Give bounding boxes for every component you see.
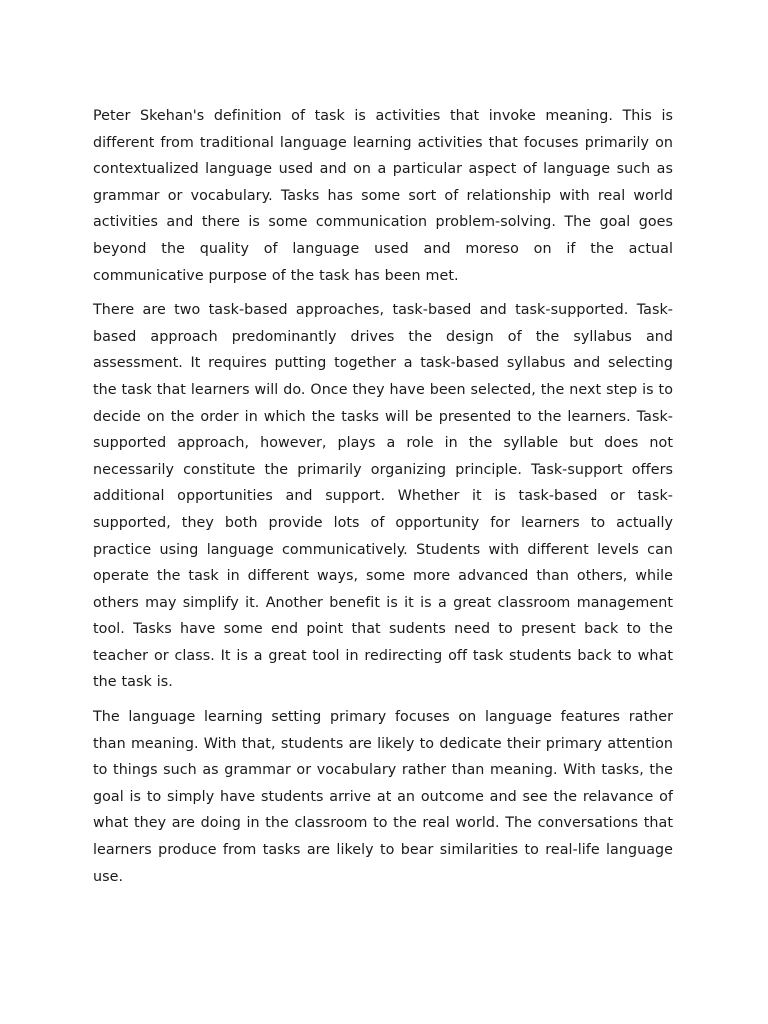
paragraph-task-definition: Peter Skehan's definition of task is activities that invoke meaning. This is different from traditional language learning activities that focuses primarily on contextualized language used and on a particular aspect of language such as grammar or vocabulary. Tasks has some sort of relationship with real world activities and there is some communication problem-solving. The goal goes beyond the quality of language used and moreso on if the actual communicative purpose of the task has been met. <box>93 108 673 284</box>
paragraph-learning-setting: The language learning setting primary focuses on language features rather than meaning. With that, students are likely to dedicate their primary attention to things such as grammar or vocabulary rather than meaning. With tasks, the goal is to simply have students arrive at an outcome and see the relavance of what they are doing in the classroom to the real world. The conversations that learners produce from tasks are likely to bear similarities to real-life language use. <box>93 709 673 885</box>
document-page <box>93 103 673 898</box>
paragraph-task-approaches: There are two task-based approaches, task-based and task-supported. Task-based approach predominantly drives the design of the syllabus and assessment. It requires putting together a task-based syllabus and selecting the task that learners will do. Once they have been selected, the next step is to decide on the order in which the tasks will be presented to the learners. Task-supported approach, however, plays a role in the syllable but does not necessarily constitute the primarily organizing principle. Task-support offers additional opportunities and support. Whether it is task-based or task-supported, they both provide lots of opportunity for learners to actually practice using language communicatively. Students with different levels can operate the task in different ways, some more advanced than others, while others may simplify it. Another benefit is it is a great classroom management tool. Tasks have some end point that sudents need to present back to the teacher or class. It is a great tool in redirecting off task students back to what the task is. <box>93 302 673 691</box>
